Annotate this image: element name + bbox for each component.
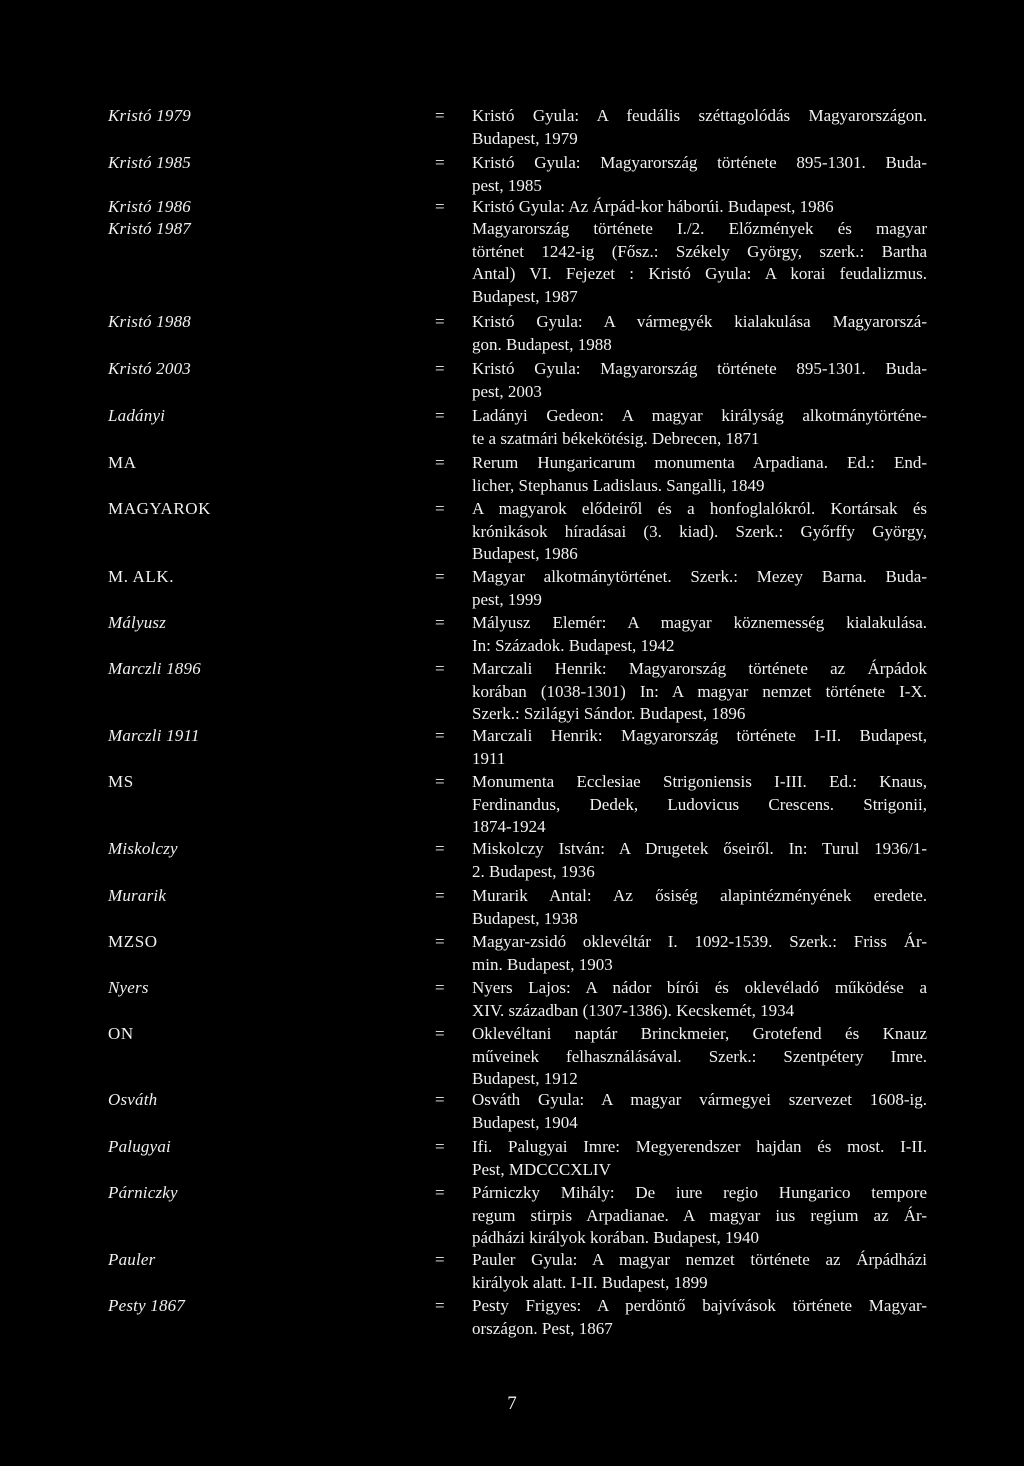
entry-abbreviation: M. ALK. [108,567,175,586]
entry-abbreviation: Kristó 1986 [108,197,191,216]
entry-abbreviation: Mályusz [108,613,167,632]
equals-sign: = [435,726,445,745]
entry-abbreviation: MA [108,453,137,472]
entry-description [472,406,927,451]
entry-abbreviation: Kristó 2003 [108,359,191,378]
description-line: műveinek felhasználásával. Szerk.: Szentpétery Imre. [472,1046,927,1066]
description-line: Budapest, 1986 [472,544,578,563]
page-number: 7 [507,1393,517,1414]
equals-sign: = [435,106,445,125]
description-line: Murarik Antal: Az ősiség alapintézményének eredete. [472,886,927,905]
description-line: Kristó Gyula: Magyarország története 895-1301. Buda- [472,153,927,172]
equals-sign: = [435,197,445,216]
equals-sign: = [435,1183,445,1202]
description-line: licher, Stephanus Ladislaus. Sangalli, 1849 [472,475,765,495]
entry-description [472,1137,927,1182]
equals-sign: = [435,359,445,378]
equals-sign: = [435,772,445,791]
description-line: Monumenta Ecclesiae Strigoniensis I-III. Ed.: Knaus, [472,772,927,791]
entry-abbreviation: Marczli 1896 [108,659,201,678]
description-line: gon. Budapest, 1988 [472,334,612,354]
entry-description [472,772,927,840]
description-line: Budapest, 1979 [472,128,578,148]
description-line: pádházi királyok korában. Budapest, 1940 [472,1228,760,1247]
description-line: pest, 1999 [472,589,542,609]
entry-description [472,219,927,309]
description-line: pest, 2003 [472,381,542,401]
equals-sign: = [435,1090,445,1109]
description-line: Pesty Frigyes: A perdöntő bajvívások története Magyar- [472,1296,927,1315]
equals-sign: = [435,839,445,858]
equals-sign: = [435,499,445,518]
entry-abbreviation: Marczli 1911 [108,726,200,745]
description-line: XIV. században (1307-1386). Kecskemét, 1934 [472,1000,795,1020]
description-line: Kristó Gyula: A feudális széttagolódás Magyarországon. [472,106,927,125]
entry-description [472,453,927,498]
description-line: 1911 [472,748,506,768]
description-line: Pauler Gyula: A magyar nemzet története az Árpádházi [472,1250,927,1269]
description-line: Párniczky Mihály: De iure regio Hungarico tempore [472,1183,927,1202]
equals-sign: = [435,1250,445,1269]
description-line: történet 1242-ig (Fősz.: Székely György, szerk.: Bartha [472,241,927,261]
description-line: Magyar alkotmánytörténet. Szerk.: Mezey Barna. Buda- [472,567,927,586]
description-line: Ladányi Gedeon: A magyar királyság alkotmánytörténe- [472,406,927,425]
entry-description [472,932,927,977]
entry-description [472,839,927,884]
entry-description [472,1024,927,1092]
entry-description [472,1090,927,1135]
description-line: Nyers Lajos: A nádor bírói és oklevéladó működése a [472,978,927,997]
entry-description [472,153,927,198]
entry-abbreviation: Kristó 1988 [108,312,191,331]
description-line: Pest, MDCCCXLIV [472,1159,611,1179]
entry-description [472,197,927,220]
entry-abbreviation: MAGYAROK [108,499,212,518]
equals-sign: = [435,978,445,997]
description-line: Osváth Gyula: A magyar vármegyei szervezet 1608-ig. [472,1090,927,1109]
entry-abbreviation: Pauler [108,1250,156,1269]
entry-description [472,359,927,404]
description-line: Miskolczy István: A Drugetek őseiről. In: Turul 1936/1- [472,839,927,858]
description-line: Kristó Gyula: Az Árpád-kor háborúi. Budapest, 1986 [472,197,834,216]
entry-abbreviation: ON [108,1024,134,1043]
entry-abbreviation: Ladányi [108,406,166,425]
entry-description [472,886,927,931]
description-line: regum stirpis Arpadianae. A magyar ius regium az Ár- [472,1205,927,1225]
entry-description [472,499,927,567]
entry-description [472,106,927,151]
description-line: Marczali Henrik: Magyarország története I-II. Budapest, [472,726,927,745]
description-line: min. Budapest, 1903 [472,954,613,974]
description-line: Kristó Gyula: Magyarország története 895-1301. Buda- [472,359,927,378]
equals-sign: = [435,453,445,472]
entry-abbreviation: MS [108,772,134,791]
entry-description [472,567,927,612]
equals-sign: = [435,1137,445,1156]
equals-sign: = [435,406,445,425]
entry-abbreviation: Kristó 1985 [108,153,191,172]
description-line: Mályusz Elemér: A magyar köznemesség kialakulása. [472,613,927,632]
equals-sign: = [435,153,445,172]
equals-sign: = [435,659,445,678]
description-line: te a szatmári békekötésig. Debrecen, 1871 [472,428,760,448]
entry-abbreviation: Pesty 1867 [108,1296,186,1315]
entry-abbreviation: Miskolczy [108,839,178,858]
description-line: Budapest, 1938 [472,908,578,928]
equals-sign: = [435,1296,445,1315]
description-line: Kristó Gyula: A vármegyék kialakulása Magyarorszá- [472,312,927,331]
description-line: Ifi. Palugyai Imre: Megyerendszer hajdan és most. I-II. [472,1137,927,1156]
entry-abbreviation: Kristó 1979 [108,106,191,125]
equals-sign: = [435,613,445,632]
entry-description [472,1250,927,1295]
entry-description [472,978,927,1023]
description-line: Oklevéltani naptár Brinckmeier, Grotefend és Knauz [472,1024,927,1043]
description-line: Ferdinandus, Dedek, Ludovicus Crescens. Strigonii, [472,794,927,814]
description-line: korában (1038-1301) In: A magyar nemzet története I-X. [472,681,927,701]
description-line: Budapest, 1912 [472,1069,578,1088]
description-line: Marczali Henrik: Magyarország története az Árpádok [472,659,927,678]
entry-description [472,613,927,658]
entry-description [472,312,927,357]
entry-abbreviation: Murarik [108,886,167,905]
entry-description [472,726,927,771]
entry-abbreviation: Palugyai [108,1137,171,1156]
entry-abbreviation: Kristó 1987 [108,219,191,238]
entry-description [472,1183,927,1251]
entry-abbreviation: Nyers [108,978,149,997]
equals-sign: = [435,567,445,586]
equals-sign: = [435,886,445,905]
description-line: 2. Budapest, 1936 [472,861,595,881]
description-line: krónikások híradásai (3. kiad). Szerk.: Győrffy György, [472,521,927,541]
description-line: Rerum Hungaricarum monumenta Arpadiana. Ed.: End- [472,453,927,472]
description-line: Magyar-zsidó oklevéltár I. 1092-1539. Szerk.: Friss Ár- [472,932,927,951]
equals-sign: = [435,312,445,331]
entry-abbreviation: Párniczky [108,1183,178,1202]
entry-abbreviation: MZSO [108,932,158,951]
description-line: Budapest, 1904 [472,1112,578,1132]
description-line: 1874-1924 [472,817,546,836]
description-line: pest, 1985 [472,175,542,195]
description-line: országon. Pest, 1867 [472,1318,613,1338]
description-line: Szerk.: Szilágyi Sándor. Budapest, 1896 [472,704,746,723]
equals-sign: = [435,932,445,951]
description-line: Magyarország története I./2. Előzmények és magyar [472,219,927,238]
description-line: királyok alatt. I-II. Budapest, 1899 [472,1272,708,1292]
equals-sign: = [435,1024,445,1043]
description-line: Antal) VI. Fejezet : Kristó Gyula: A korai feudalizmus. [472,264,927,283]
entry-description [472,659,927,727]
entry-abbreviation: Osváth [108,1090,158,1109]
description-line: A magyarok elődeiről és a honfoglalókról. Kortársak és [472,499,927,518]
description-line: Budapest, 1987 [472,286,578,306]
entry-description [472,1296,927,1341]
description-line: In: Századok. Budapest, 1942 [472,635,675,655]
